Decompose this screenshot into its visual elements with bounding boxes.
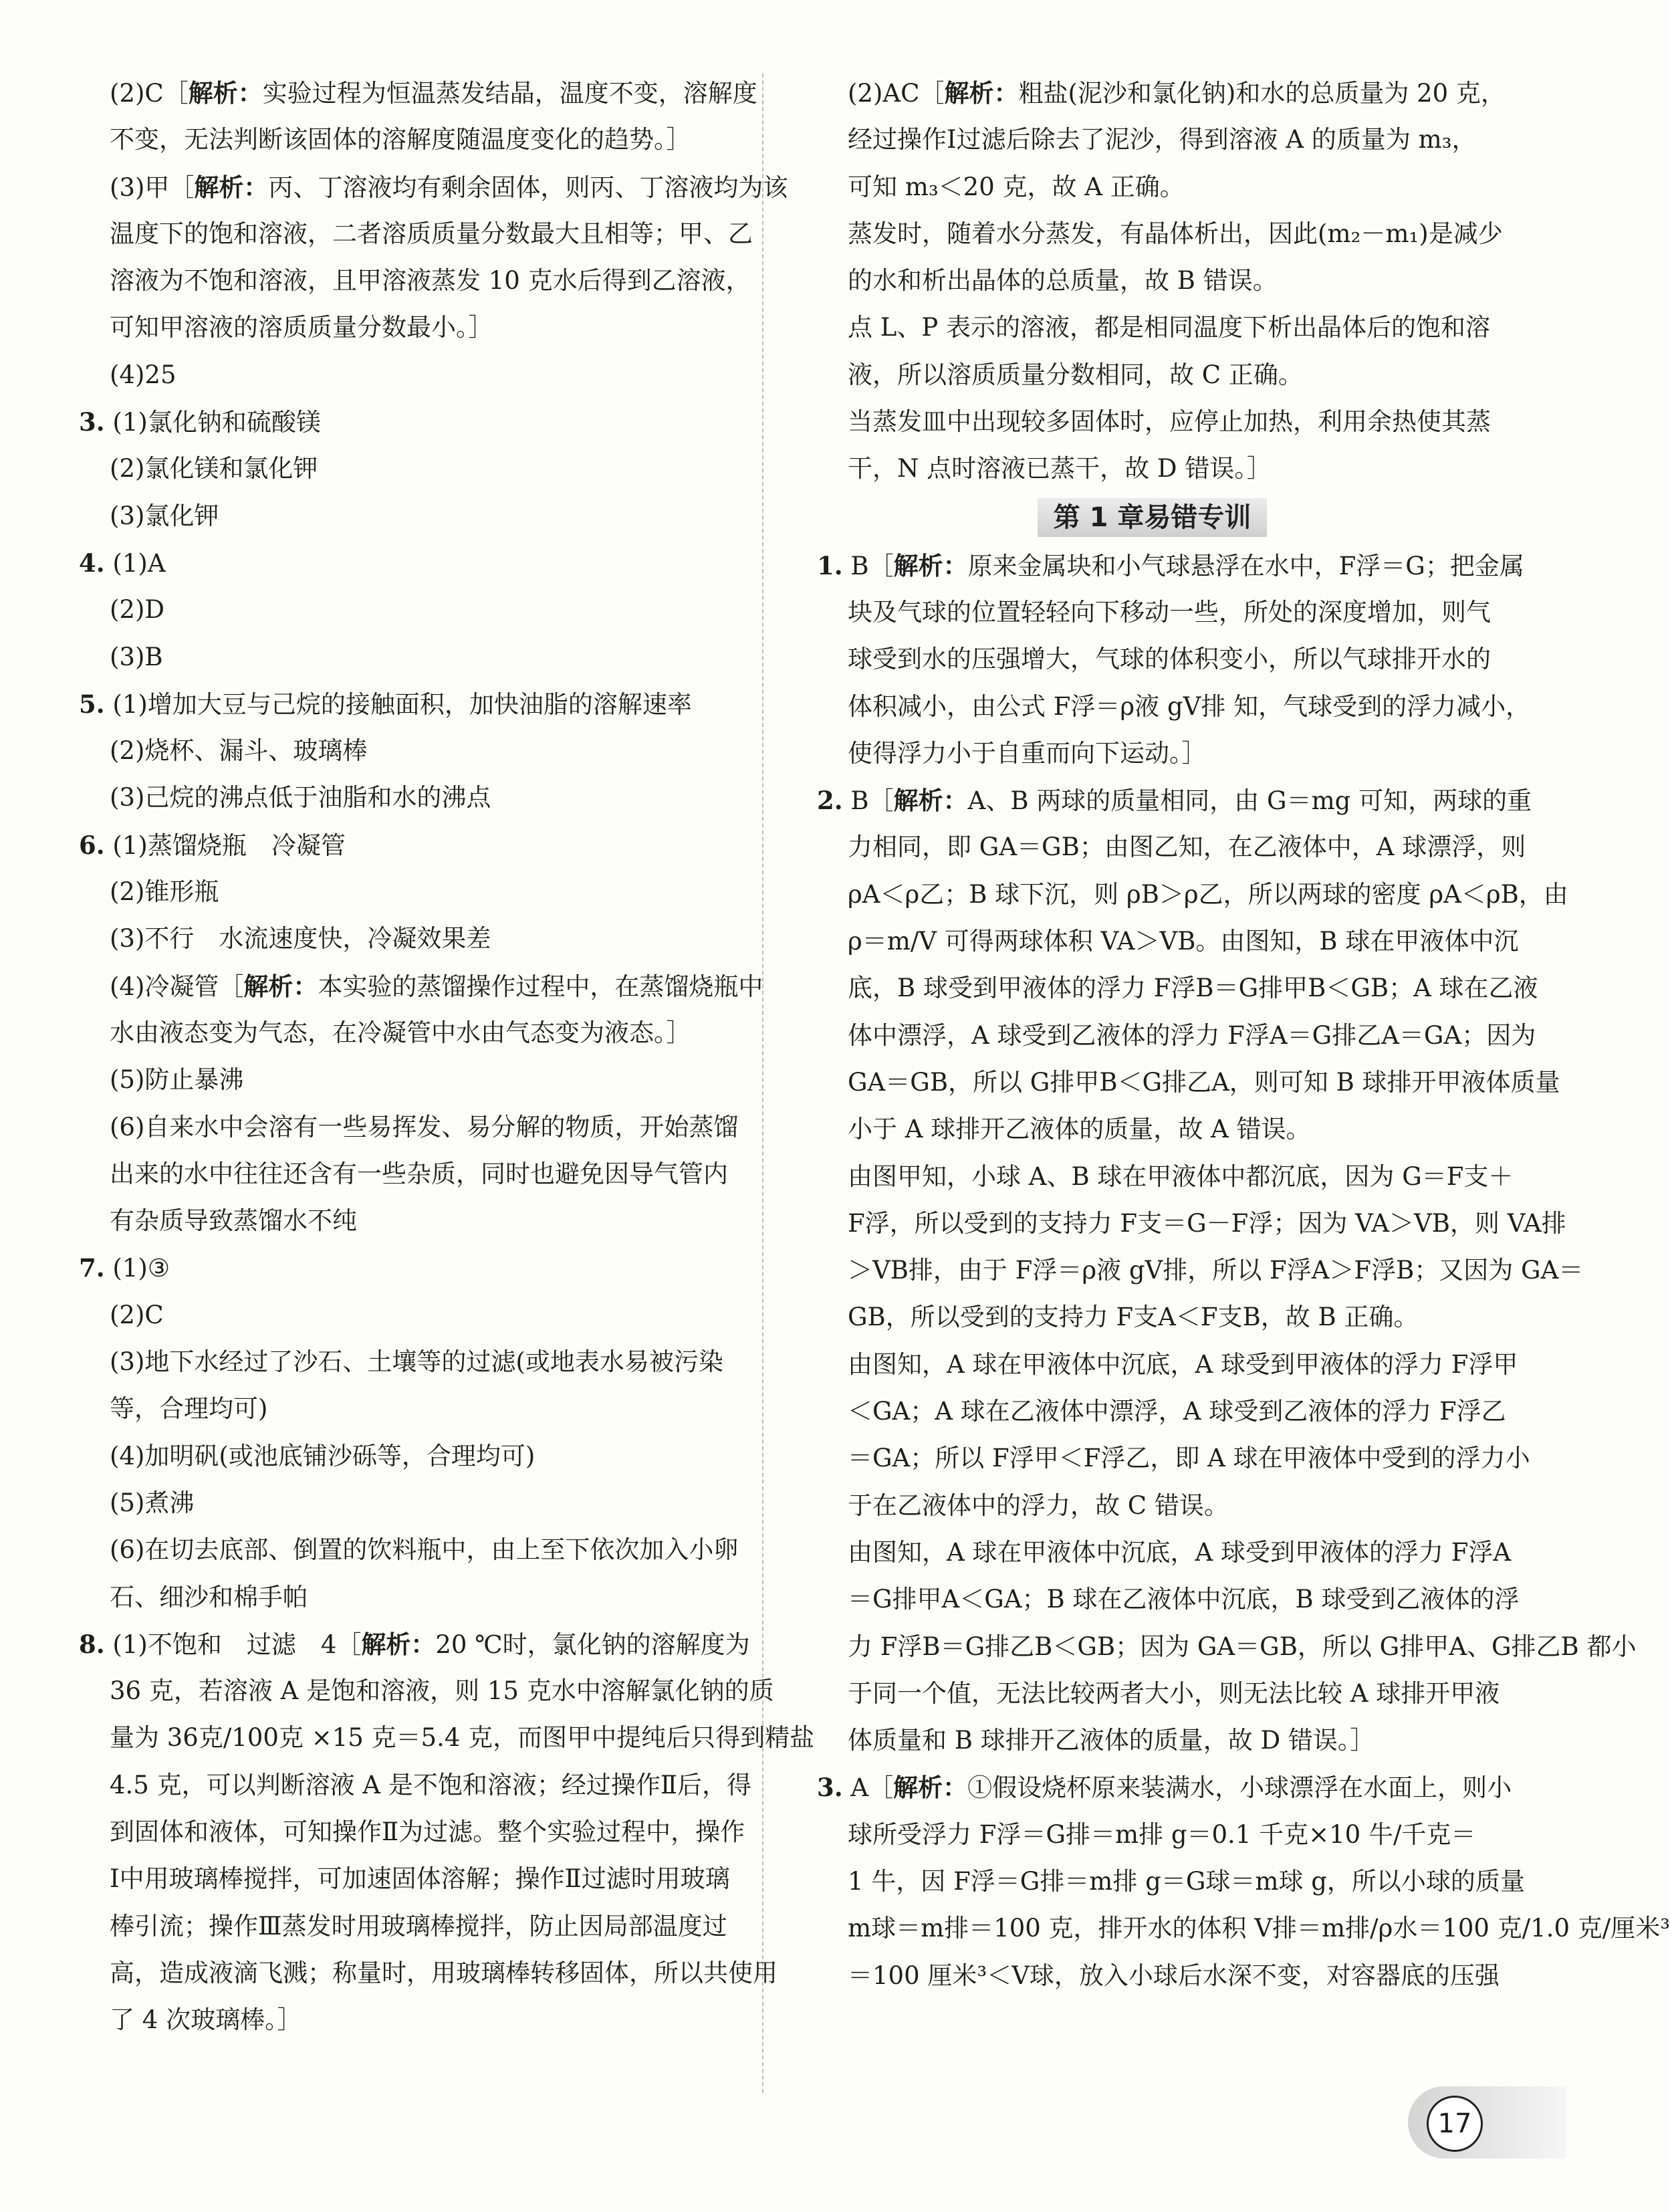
- answer-line: [817, 589, 1491, 636]
- answer-line: [79, 1151, 733, 1198]
- answer-text: (2)D: [110, 595, 165, 625]
- analysis-label: 解析：: [194, 172, 269, 202]
- answer-line: [79, 634, 733, 681]
- answer-line: [817, 1341, 1518, 1388]
- answer-line: [817, 164, 1487, 211]
- answer-line: [817, 1905, 1670, 1952]
- answer-text: 体质量和 B 球排开乙液体的质量，故 D 错误。］: [848, 1726, 1375, 1755]
- answer-text: 力相同，即 GA＝GB；由图乙知，在乙液体中，A 球漂浮，则: [848, 833, 1526, 862]
- question-number: 8.: [79, 1629, 105, 1659]
- answer-line: [817, 1624, 1637, 1670]
- answer-text: 4.5 克，可以判断溶液 A 是不饱和溶液；经过操作Ⅱ后，得: [110, 1770, 751, 1799]
- answer-text: (3)氯化钾: [110, 501, 219, 530]
- left-column: [79, 70, 815, 2043]
- answer-line: [817, 1811, 1487, 1858]
- answer-text: ρ＝m/V 可得两球体积 VA＞VB。由图知，B 球在甲液体中沉: [848, 927, 1519, 956]
- answer-text: 蒸发时，随着水分蒸发，有晶体析出，因此(m₂－m₁)是减少: [848, 219, 1503, 248]
- answer-line: [79, 1809, 745, 1856]
- answer-text: 到固体和液体，可知操作Ⅱ为过滤。整个实验过程中，操作: [110, 1817, 745, 1846]
- answer-text: ρA＜ρ乙；B 球下沉，则 ρB＞ρ乙，所以两球的密度 ρA＜ρB，由: [848, 879, 1568, 909]
- answer-text: (4)加明矾(或池底铺沙砾等，合理均可): [110, 1441, 535, 1470]
- answer-text: 经过操作Ⅰ过滤后除去了泥沙，得到溶液 A 的质量为 m₃，: [848, 125, 1477, 154]
- answer-text: 温度下的饱和溶液，二者溶质质量分数最大且相等；甲、乙: [110, 219, 753, 248]
- question-number: 5.: [79, 689, 105, 719]
- answer-text: (3)己烷的沸点低于油脂和水的沸点: [110, 783, 491, 812]
- analysis-label: 解析：: [893, 550, 968, 580]
- answer-text: 体中漂浮，A 球受到乙液体的浮力 F浮A＝G排乙A＝GA；因为: [848, 1020, 1536, 1050]
- question-number: 6.: [79, 830, 105, 860]
- answer-text: F浮，所以受到的支持力 F支＝G－F浮；因为 VA＞VB，则 VA排: [848, 1208, 1566, 1238]
- answer-line: [79, 1104, 739, 1151]
- answer-text: 使得浮力小于自重而向下运动。］: [848, 738, 1207, 768]
- question-number: 3.: [79, 407, 105, 437]
- answer-text: (2)烧杯、漏斗、玻璃棒: [110, 736, 368, 766]
- answer-line: [79, 1856, 733, 1902]
- answer-line: [79, 1198, 733, 1244]
- right-column: [817, 70, 1670, 1999]
- column-divider: [762, 74, 763, 2093]
- answer-text: (3)不行 水流速度快，冷凝效果差: [110, 924, 491, 954]
- answer-line: [817, 730, 1487, 777]
- answer-text: 36 克，若溶液 A 是饱和溶液，则 15 克水中溶解氯化钠的质: [110, 1676, 774, 1706]
- question-number: 4.: [79, 548, 105, 578]
- analysis-label: 解析：: [893, 786, 968, 816]
- analysis-label: 解析：: [944, 78, 1019, 108]
- answer-text: ＝G排甲A＜GA；B 球在乙液体中沉底，B 球受到乙液体的浮: [848, 1585, 1520, 1614]
- answer-line: [79, 1574, 733, 1621]
- answer-text: m球＝m排＝100 克，排开水的体积 V排＝m排/ρ水＝100 克/1.0 克/厘米³: [848, 1914, 1670, 1943]
- answer-line: [79, 963, 763, 1010]
- answer-line: [817, 542, 1524, 589]
- answer-line: [817, 1764, 1512, 1811]
- answer-line: [79, 116, 733, 163]
- answer-text: 当蒸发皿中出现较多固体时，应停止加热，利用余热使其蒸: [848, 407, 1491, 437]
- answer-text: (6)自来水中会溶有一些易挥发、易分解的物质，开始蒸馏: [110, 1112, 739, 1141]
- answer-line: [817, 965, 1538, 1012]
- answer-text: A［解析：①假设烧杯原来装满水，小球漂浮在水面上，则小: [850, 1773, 1512, 1803]
- answer-line: [79, 869, 733, 915]
- section-heading: [817, 493, 1487, 542]
- question-number: 2.: [817, 786, 843, 816]
- question-number: 3.: [817, 1773, 843, 1803]
- answer-line: [817, 824, 1526, 871]
- answer-text: 于在乙液体中的浮力，故 C 错误。: [848, 1490, 1229, 1520]
- answer-line: [817, 1388, 1506, 1435]
- answer-line: [79, 352, 733, 399]
- question-number: 7.: [79, 1253, 105, 1283]
- answer-text: 液，所以溶质质量分数相同，故 C 正确。: [848, 360, 1303, 389]
- answer-text: 球所受浮力 F浮＝G排＝m排 g＝0.1 千克×10 牛/千克＝: [848, 1819, 1476, 1849]
- answer-line: [817, 1200, 1566, 1247]
- answer-line: [817, 1012, 1536, 1059]
- answer-line: [79, 1386, 733, 1432]
- analysis-label: 解析：: [361, 1629, 436, 1659]
- answer-text: (2)氯化镁和氯化钾: [110, 454, 318, 483]
- answer-line: [817, 918, 1519, 965]
- answer-line: [79, 445, 733, 492]
- answer-line: [79, 728, 733, 774]
- answer-line: [817, 1953, 1500, 1999]
- question-number: 1.: [817, 550, 843, 580]
- answer-text: 有杂质导致蒸馏水不纯: [110, 1206, 357, 1236]
- answer-line: [79, 540, 733, 586]
- answer-text: (1)③: [112, 1254, 170, 1283]
- answer-text: 底，B 球受到甲液体的浮力 F浮B＝G排甲B＜GB；A 球在乙液: [848, 974, 1538, 1003]
- answer-text: (5)煮沸: [110, 1488, 195, 1517]
- answer-line: [817, 1482, 1487, 1529]
- answer-text: 的水和析出晶体的总质量，故 B 错误。: [848, 266, 1278, 296]
- answer-line: [817, 1153, 1514, 1200]
- answer-line: [79, 1762, 751, 1809]
- answer-text: ＝GA；所以 F浮甲＜F浮乙，即 A 球在甲液体中受到的浮力小: [848, 1444, 1530, 1473]
- answer-text: 力 F浮B＝G排乙B＜GB；因为 GA＝GB，所以 G排甲A、G排乙B 都小: [848, 1632, 1637, 1661]
- answer-line: [817, 116, 1487, 163]
- answer-line: [817, 1106, 1487, 1153]
- answer-line: [79, 1010, 733, 1057]
- answer-line: [79, 1480, 733, 1527]
- answer-text: 石、细沙和棉手帕: [110, 1582, 308, 1612]
- analysis-label: 解析：: [188, 78, 263, 108]
- answer-text: GA＝GB，所以 G排甲B＜G排乙A，则可知 B 球排开甲液体质量: [848, 1067, 1560, 1097]
- answer-text: ＜GA；A 球在乙液体中漂浮，A 球受到乙液体的浮力 F浮乙: [848, 1397, 1506, 1426]
- answer-line: [817, 352, 1487, 399]
- answer-line: [817, 636, 1491, 683]
- answer-line: [817, 1247, 1584, 1294]
- answer-line: [79, 1950, 778, 1997]
- answer-line: [79, 1997, 733, 2043]
- answer-text: 1 牛，因 F浮＝G排＝m排 g＝G球＝m球 g，所以小球的质量: [848, 1866, 1525, 1896]
- answer-text: 量为 36克/100克 ×15 克＝5.4 克，而图甲中提纯后只得到精盐: [110, 1723, 815, 1753]
- answer-line: [79, 1292, 733, 1339]
- answer-line: [79, 822, 733, 869]
- analysis-label: 解析：: [893, 1773, 968, 1803]
- page-number: 17: [1427, 2096, 1483, 2152]
- answer-text: 点 L、P 表示的溶液，都是相同温度下析出晶体后的饱和溶: [848, 313, 1490, 342]
- answer-line: [79, 164, 788, 211]
- answer-line: [817, 1717, 1487, 1764]
- answer-text: 球受到水的压强增大，气球的体积变小，所以气球排开水的: [848, 645, 1491, 674]
- answer-text: (3)地下水经过了沙石、土壤等的过滤(或地表水易被污染: [110, 1347, 723, 1377]
- answer-line: [79, 1621, 750, 1668]
- section-heading-text: 第 1 章易错专训: [1038, 498, 1268, 537]
- answer-text: 体积减小，由公式 F浮＝ρ液 gV排 知，气球受到的浮力减小，: [848, 691, 1531, 721]
- answer-text: 可知 m₃＜20 克，故 A 正确。: [848, 172, 1185, 201]
- answer-text: 于同一个值，无法比较两者大小，则无法比较 A 球排开甲液: [848, 1678, 1500, 1708]
- analysis-label: 解析：: [243, 971, 318, 1001]
- answer-line: [817, 304, 1490, 351]
- answer-text: (2)AC［解析：粗盐(泥沙和氯化钠)和水的总质量为 20 克，: [848, 78, 1506, 108]
- answer-line: [79, 304, 733, 351]
- answer-line: [817, 1670, 1500, 1717]
- answer-line: [817, 1059, 1560, 1106]
- answer-text: (4)25: [110, 360, 176, 389]
- answer-text: (2)C: [110, 1300, 164, 1329]
- answer-text: 溶液为不饱和溶液，且甲溶液蒸发 10 克水后得到乙溶液，: [110, 266, 751, 296]
- answer-text: (1)增加大豆与己烷的接触面积，加快油脂的溶解速率: [112, 689, 692, 719]
- answer-text: (3)甲［解析：丙、丁溶液均有剩余固体，则丙、丁溶液均为该: [110, 172, 788, 202]
- answer-line: [817, 211, 1503, 257]
- answer-line: [79, 1057, 733, 1103]
- answer-text: 由图知，A 球在甲液体中沉底，A 球受到甲液体的浮力 F浮甲: [848, 1349, 1518, 1379]
- answer-line: [817, 399, 1491, 445]
- answer-text: (1)氯化钠和硫酸镁: [112, 408, 321, 437]
- answer-text: 水由液态变为气态，在冷凝管中水由气态变为液态。］: [110, 1018, 691, 1047]
- answer-text: (1)A: [112, 548, 166, 578]
- answer-line: [817, 1294, 1487, 1341]
- answer-line: [79, 1433, 733, 1480]
- answer-text: 块及气球的位置轻轻向下移动一些，所处的深度增加，则气: [848, 597, 1491, 627]
- answer-text: 出来的水中往往还含有一些杂质，同时也避免因导气管内: [110, 1159, 728, 1188]
- answer-text: (4)冷凝管［解析：本实验的蒸馏操作过程中，在蒸馏烧瓶中: [110, 971, 763, 1001]
- answer-line: [79, 399, 733, 445]
- answer-line: [79, 1244, 733, 1291]
- answer-line: [79, 211, 753, 257]
- answer-line: [79, 70, 757, 116]
- answer-text: (3)B: [110, 642, 163, 671]
- answer-text: 高，造成液滴飞溅；称量时，用玻璃棒转移固体，所以共使用: [110, 1958, 778, 1987]
- answer-line: [817, 1529, 1512, 1576]
- answer-line: [817, 445, 1487, 492]
- answer-line: [79, 915, 733, 962]
- answer-text: (1)不饱和 过滤 4［解析：20 ℃时，氯化钠的溶解度为: [112, 1629, 750, 1659]
- answer-line: [817, 871, 1568, 918]
- answer-line: [79, 1903, 733, 1950]
- answer-text: ＝100 厘米³＜V球，放入小球后水深不变，对容器底的压强: [848, 1961, 1500, 1990]
- answer-text: 棒引流；操作Ⅲ蒸发时用玻璃棒搅拌，防止因局部温度过: [110, 1911, 727, 1941]
- answer-line: [817, 1435, 1530, 1482]
- answer-text: 可知甲溶液的溶质质量分数最小。］: [110, 313, 493, 342]
- answer-line: [817, 257, 1487, 304]
- answer-line: [79, 774, 733, 821]
- answer-line: [817, 1576, 1520, 1623]
- answer-text: 由图甲知，小球 A、B 球在甲液体中都沉底，因为 G＝F支＋: [848, 1162, 1514, 1191]
- answer-text: 了 4 次玻璃棒。］: [110, 2005, 302, 2035]
- answer-text: 等，合理均可): [110, 1394, 268, 1424]
- answer-line: [817, 70, 1506, 116]
- answer-line: [79, 1668, 774, 1715]
- answer-text: (2)C［解析：实验过程为恒温蒸发结晶，温度不变，溶解度: [110, 78, 757, 108]
- answer-text: ＞VB排，由于 F浮＝ρ液 gV排，所以 F浮A＞F浮B；又因为 GA＝: [848, 1256, 1584, 1285]
- answer-line: [79, 1339, 733, 1386]
- answer-text: Ⅰ中用玻璃棒搅拌，可加速固体溶解；操作Ⅱ过滤时用玻璃: [110, 1864, 730, 1894]
- answer-line: [79, 1527, 739, 1573]
- answer-text: (1)蒸馏烧瓶 冷凝管: [112, 831, 346, 860]
- answer-line: [817, 683, 1531, 730]
- answer-text: 不变，无法判断该固体的溶解度随温度变化的趋势。］: [110, 125, 691, 154]
- answer-text: B［解析：A、B 两球的质量相同，由 G＝mg 可知，两球的重: [850, 786, 1532, 816]
- answer-text: 干，N 点时溶液已蒸干，故 D 错误。］: [848, 454, 1272, 483]
- answer-line: [817, 777, 1532, 824]
- answer-text: 由图知，A 球在甲液体中沉底，A 球受到甲液体的浮力 F浮A: [848, 1537, 1512, 1567]
- answer-text: 小于 A 球排开乙液体的质量，故 A 错误。: [848, 1115, 1311, 1144]
- answer-line: [817, 1858, 1525, 1905]
- answer-line: [79, 257, 751, 304]
- answer-text: (5)防止暴沸: [110, 1065, 244, 1095]
- answer-line: [79, 1715, 815, 1761]
- answer-line: [79, 586, 733, 633]
- answer-line: [79, 493, 733, 540]
- answer-text: B［解析：原来金属块和小气球悬浮在水中，F浮＝G；把金属: [850, 550, 1524, 580]
- answer-text: GB，所以受到的支持力 F支A＜F支B，故 B 正确。: [848, 1303, 1419, 1332]
- answer-line: [79, 681, 733, 728]
- answer-text: (6)在切去底部、倒置的饮料瓶中，由上至下依次加入小卵: [110, 1535, 739, 1565]
- answer-text: (2)锥形瓶: [110, 877, 219, 907]
